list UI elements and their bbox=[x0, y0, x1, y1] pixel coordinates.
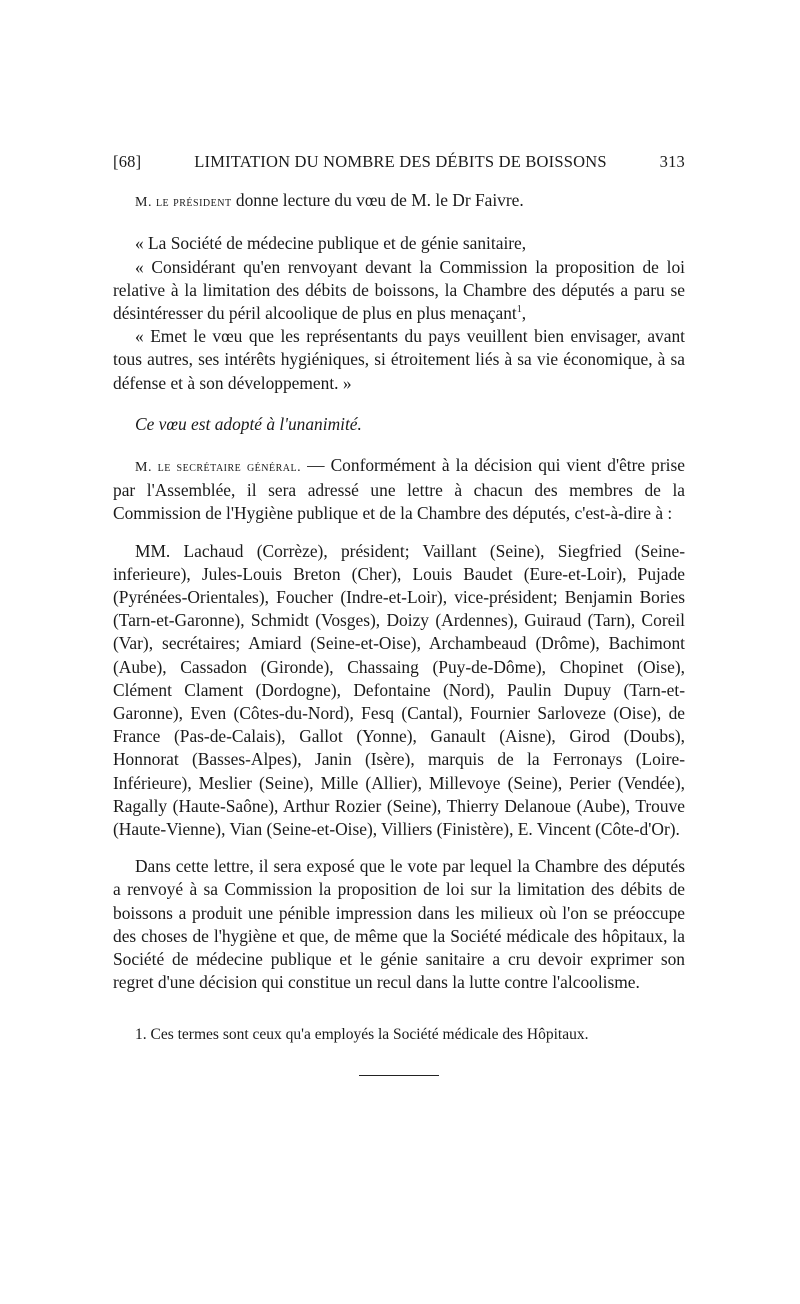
voeu-considerant: « Considérant qu'en renvoyant devant la Commission la proposition de loi relative à la limitation des débits de boissons, la Chambre des députés a paru se désintéresser du péril alcoolique de plus en plus menaçant bbox=[113, 256, 685, 324]
intro-paragraph bbox=[113, 189, 685, 214]
secretary-text: — Conformément à la décision qui vient d'être prise par l'Assemblée, il sera adressé une lettre à chacun des membres de la Commission de l'Hygiène publique et de la Chambre des députés, c'est-à-dire à : bbox=[113, 455, 685, 524]
section-number: [68] bbox=[113, 152, 142, 171]
members-list: MM. Lachaud (Corrèze), président; Vaillant (Seine), Siegfried (Seine-inferieure), Jules-Louis Breton (Cher), Louis Baudet (Eure-et-Loir), Pujade (Pyrénées-Orientales), Foucher (Indre-et-Loir), vice-président; Benjamin Bories (Tarn-et-Garonne), Schmidt (Vosges), Doizy (Ardennes), Guiraud (Tarn), Coreil (Var), secrétaires; Amiard (Seine-et-Oise), Archambeaud (Drôme), Bachimont (Aube), Cassadon (Gironde), Chassaing (Puy-de-Dôme), Chopinet (Oise), Clément Clament (Dordogne), Defontaine (Nord), Paulin Dupuy (Tarn-et-Garonne), Even (Côtes-du-Nord), Fesq (Cantal), Fournier Sarloveze (Oise), de France (Pas-de-Calais), Gallot (Yonne), Ganault (Aisne), Girod (Doubs), Honnorat (Basses-Alpes), Janin (Isère), marquis de la Ferronays (Loire-Inférieure), Meslier (Seine), Mille (Allier), Millevoye (Seine), Perier (Vendée), Ragally (Haute-Saône), Arthur Rozier (Seine), Thierry Delanoue (Aube), Trouve (Haute-Vienne), Vian (Seine-et-Oise), Villiers (Finistère), E. Vincent (Côte-d'Or). bbox=[113, 540, 685, 840]
page bbox=[113, 150, 685, 1076]
page-number: 313 bbox=[659, 152, 685, 171]
footnote-reference: 1 bbox=[516, 304, 522, 316]
running-header bbox=[113, 150, 685, 173]
voeu-line-2-end: , bbox=[521, 303, 527, 324]
running-title: LIMITATION DU NOMBRE DES DÉBITS DE BOISSONS bbox=[194, 152, 607, 171]
voeu-line-3: « Emet le vœu que les représentants du pays veuillent bien envisager, avant tous autres, ses intérêts hygiéniques, si étroitement liés à sa vie économique, à sa défense et à son développement. » bbox=[113, 326, 685, 393]
speaker-president: M. le président bbox=[135, 195, 232, 211]
footnote: 1. Ces termes sont ceux qu'a employés la Société médicale des Hôpitaux. bbox=[135, 1025, 589, 1043]
letter-paragraph: Dans cette lettre, il sera exposé que le vote par lequel la Chambre des députés a renvoyé à sa Commission la proposition de loi sur la limitation des débits de boissons a produit une pénible impression dans les milieux où l'on se préoccupe des choses de l'hygiène et que, de même que la Société médicale des hôpitaux, la Société de médecine publique et le génie sanitaire a cru devoir exprimer son regret d'une décision qui constitue un recul dans la lutte contre l'alcoolisme. bbox=[113, 856, 685, 993]
intro-text: donne lecture du vœu de M. le Dr Faivre. bbox=[231, 190, 524, 211]
voeu-line-2 bbox=[113, 256, 685, 326]
secretary-paragraph bbox=[113, 454, 685, 526]
end-rule bbox=[359, 1075, 439, 1076]
speaker-secretary: M. le secrétaire général. bbox=[135, 460, 302, 476]
adoption-note: Ce vœu est adopté à l'unanimité. bbox=[135, 413, 362, 434]
voeu-line-1: « La Société de médecine publique et de génie sanitaire, bbox=[135, 233, 527, 254]
